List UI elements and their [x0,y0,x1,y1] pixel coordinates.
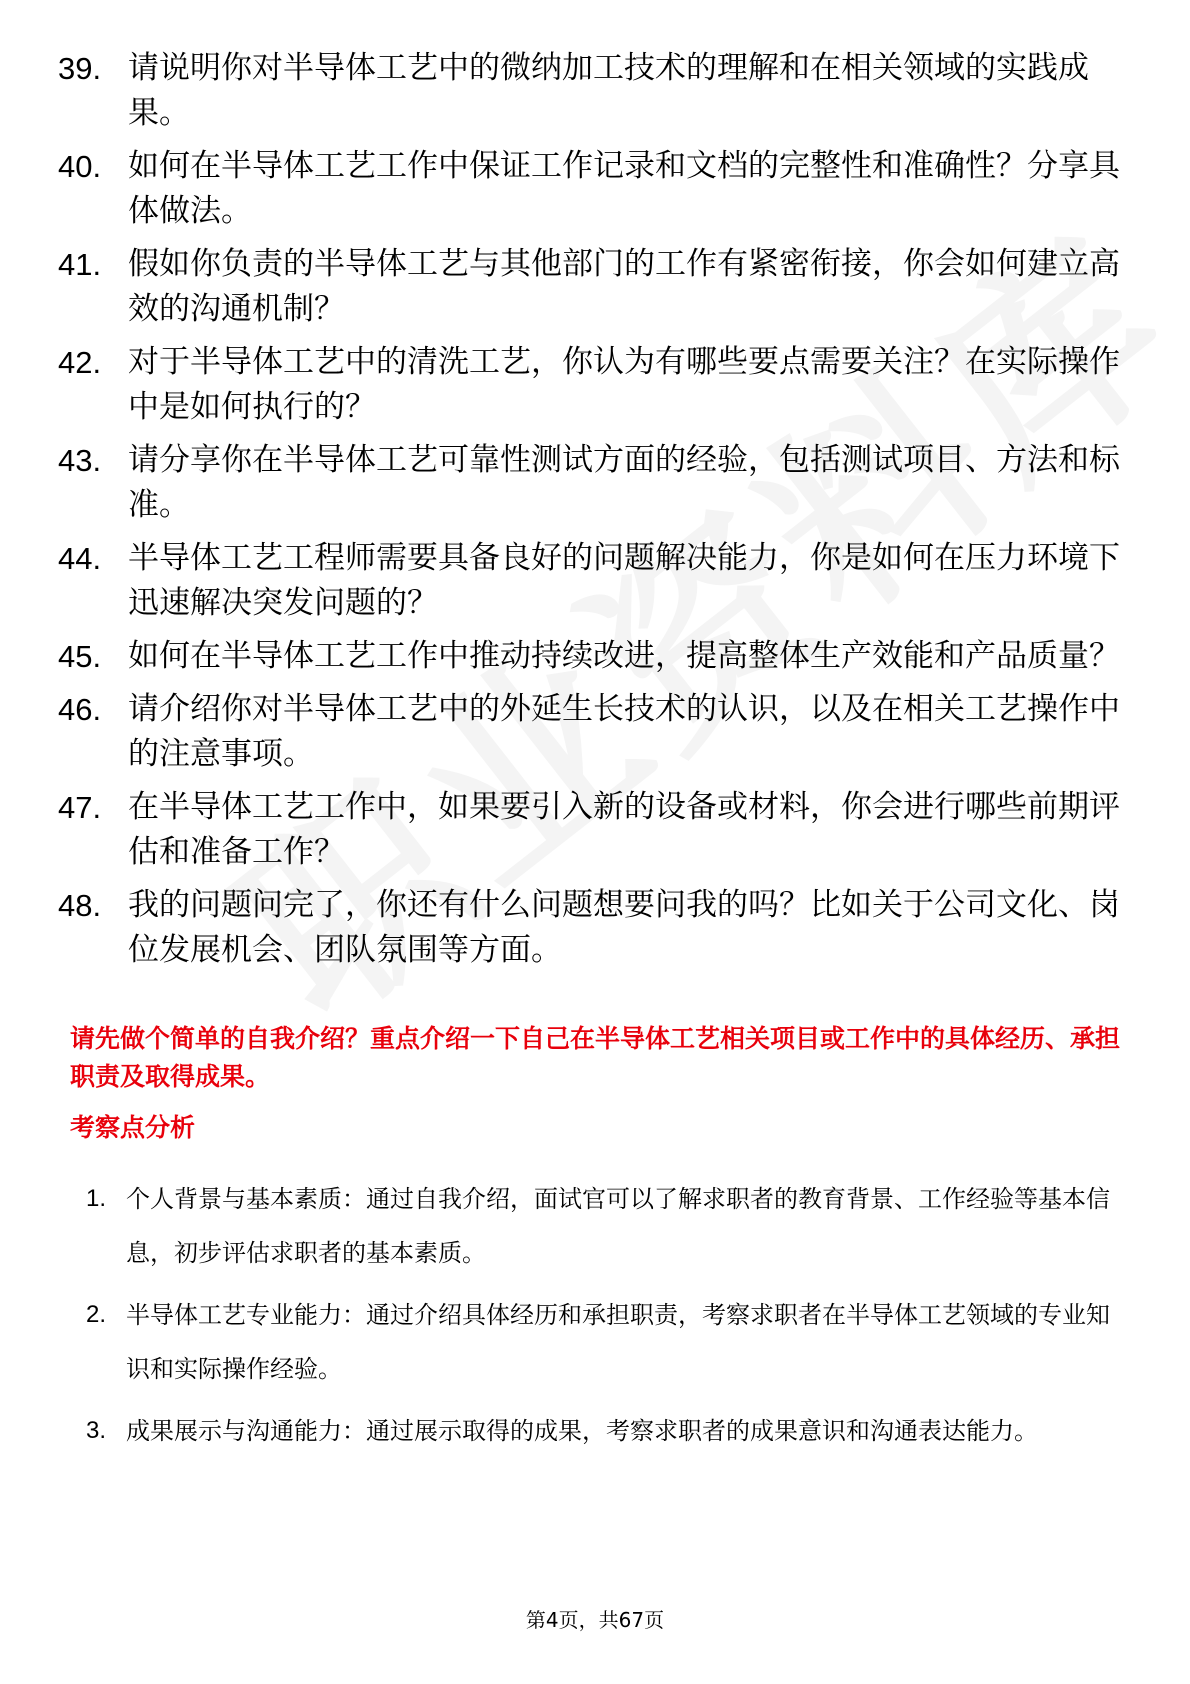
question-number: 44. [58,541,102,576]
question-item [58,46,1138,136]
question-number: 39. [58,51,102,86]
analysis-list [86,1172,1116,1466]
question-item [58,144,1138,234]
question-number: 42. [58,345,102,380]
analysis-item [86,1172,1116,1280]
analysis-number: 2. [86,1301,107,1328]
question-item [58,785,1138,875]
question-item [58,536,1138,626]
question-item [58,242,1138,332]
question-text: 在半导体工艺工作中，如果要引入新的设备或材料，你会进行哪些前期评估和准备工作？ [128,789,1120,870]
question-text: 对于半导体工艺中的清洗工艺，你认为有哪些要点需要关注？在实际操作中是如何执行的？ [128,344,1120,425]
intro-question-heading: 请先做个简单的自我介绍？重点介绍一下自己在半导体工艺相关项目或工作中的具体经历、承担职责及取得成果。 [70,1024,1121,1091]
analysis-text: 成果展示与沟通能力：通过展示取得的成果，考察求职者的成果意识和沟通表达能力。 [126,1417,1038,1445]
question-text: 我的问题问完了，你还有什么问题想要问我的吗？比如关于公司文化、岗位发展机会、团队氛围等方面。 [128,887,1120,968]
question-text: 如何在半导体工艺工作中保证工作记录和文档的完整性和准确性？分享具体做法。 [128,148,1120,229]
question-number: 43. [58,443,102,478]
question-item [58,634,1138,679]
question-list [58,46,1138,981]
question-text: 请分享你在半导体工艺可靠性测试方面的经验，包括测试项目、方法和标准。 [128,442,1120,523]
analysis-item [86,1288,1116,1396]
analysis-number: 1. [86,1185,107,1212]
question-item [58,687,1138,777]
question-number: 40. [58,149,102,184]
question-number: 41. [58,247,102,282]
analysis-text: 个人背景与基本素质：通过自我介绍，面试官可以了解求职者的教育背景、工作经验等基本信息，初步评估求职者的基本素质。 [126,1185,1110,1267]
question-item [58,340,1138,430]
page-footer: 第4页，共67页 [525,1608,665,1632]
question-text: 请介绍你对半导体工艺中的外延生长技术的认识，以及在相关工艺操作中的注意事项。 [128,691,1120,772]
question-number: 45. [58,639,102,674]
analysis-number: 3. [86,1417,107,1444]
question-text: 请说明你对半导体工艺中的微纳加工技术的理解和在相关领域的实践成果。 [128,50,1089,131]
question-text: 半导体工艺工程师需要具备良好的问题解决能力，你是如何在压力环境下迅速解决突发问题的？ [128,540,1120,621]
question-number: 48. [58,888,102,923]
question-number: 47. [58,790,102,825]
question-item [58,438,1138,528]
analysis-item [86,1404,1116,1458]
analysis-title: 考察点分析 [70,1113,196,1142]
question-text: 假如你负责的半导体工艺与其他部门的工作有紧密衔接，你会如何建立高效的沟通机制？ [128,246,1120,327]
question-text: 如何在半导体工艺工作中推动持续改进，提高整体生产效能和产品质量？ [128,638,1120,674]
question-number: 46. [58,692,102,727]
analysis-text: 半导体工艺专业能力：通过介绍具体经历和承担职责，考察求职者在半导体工艺领域的专业知识和实际操作经验。 [126,1301,1110,1383]
question-item [58,883,1138,973]
